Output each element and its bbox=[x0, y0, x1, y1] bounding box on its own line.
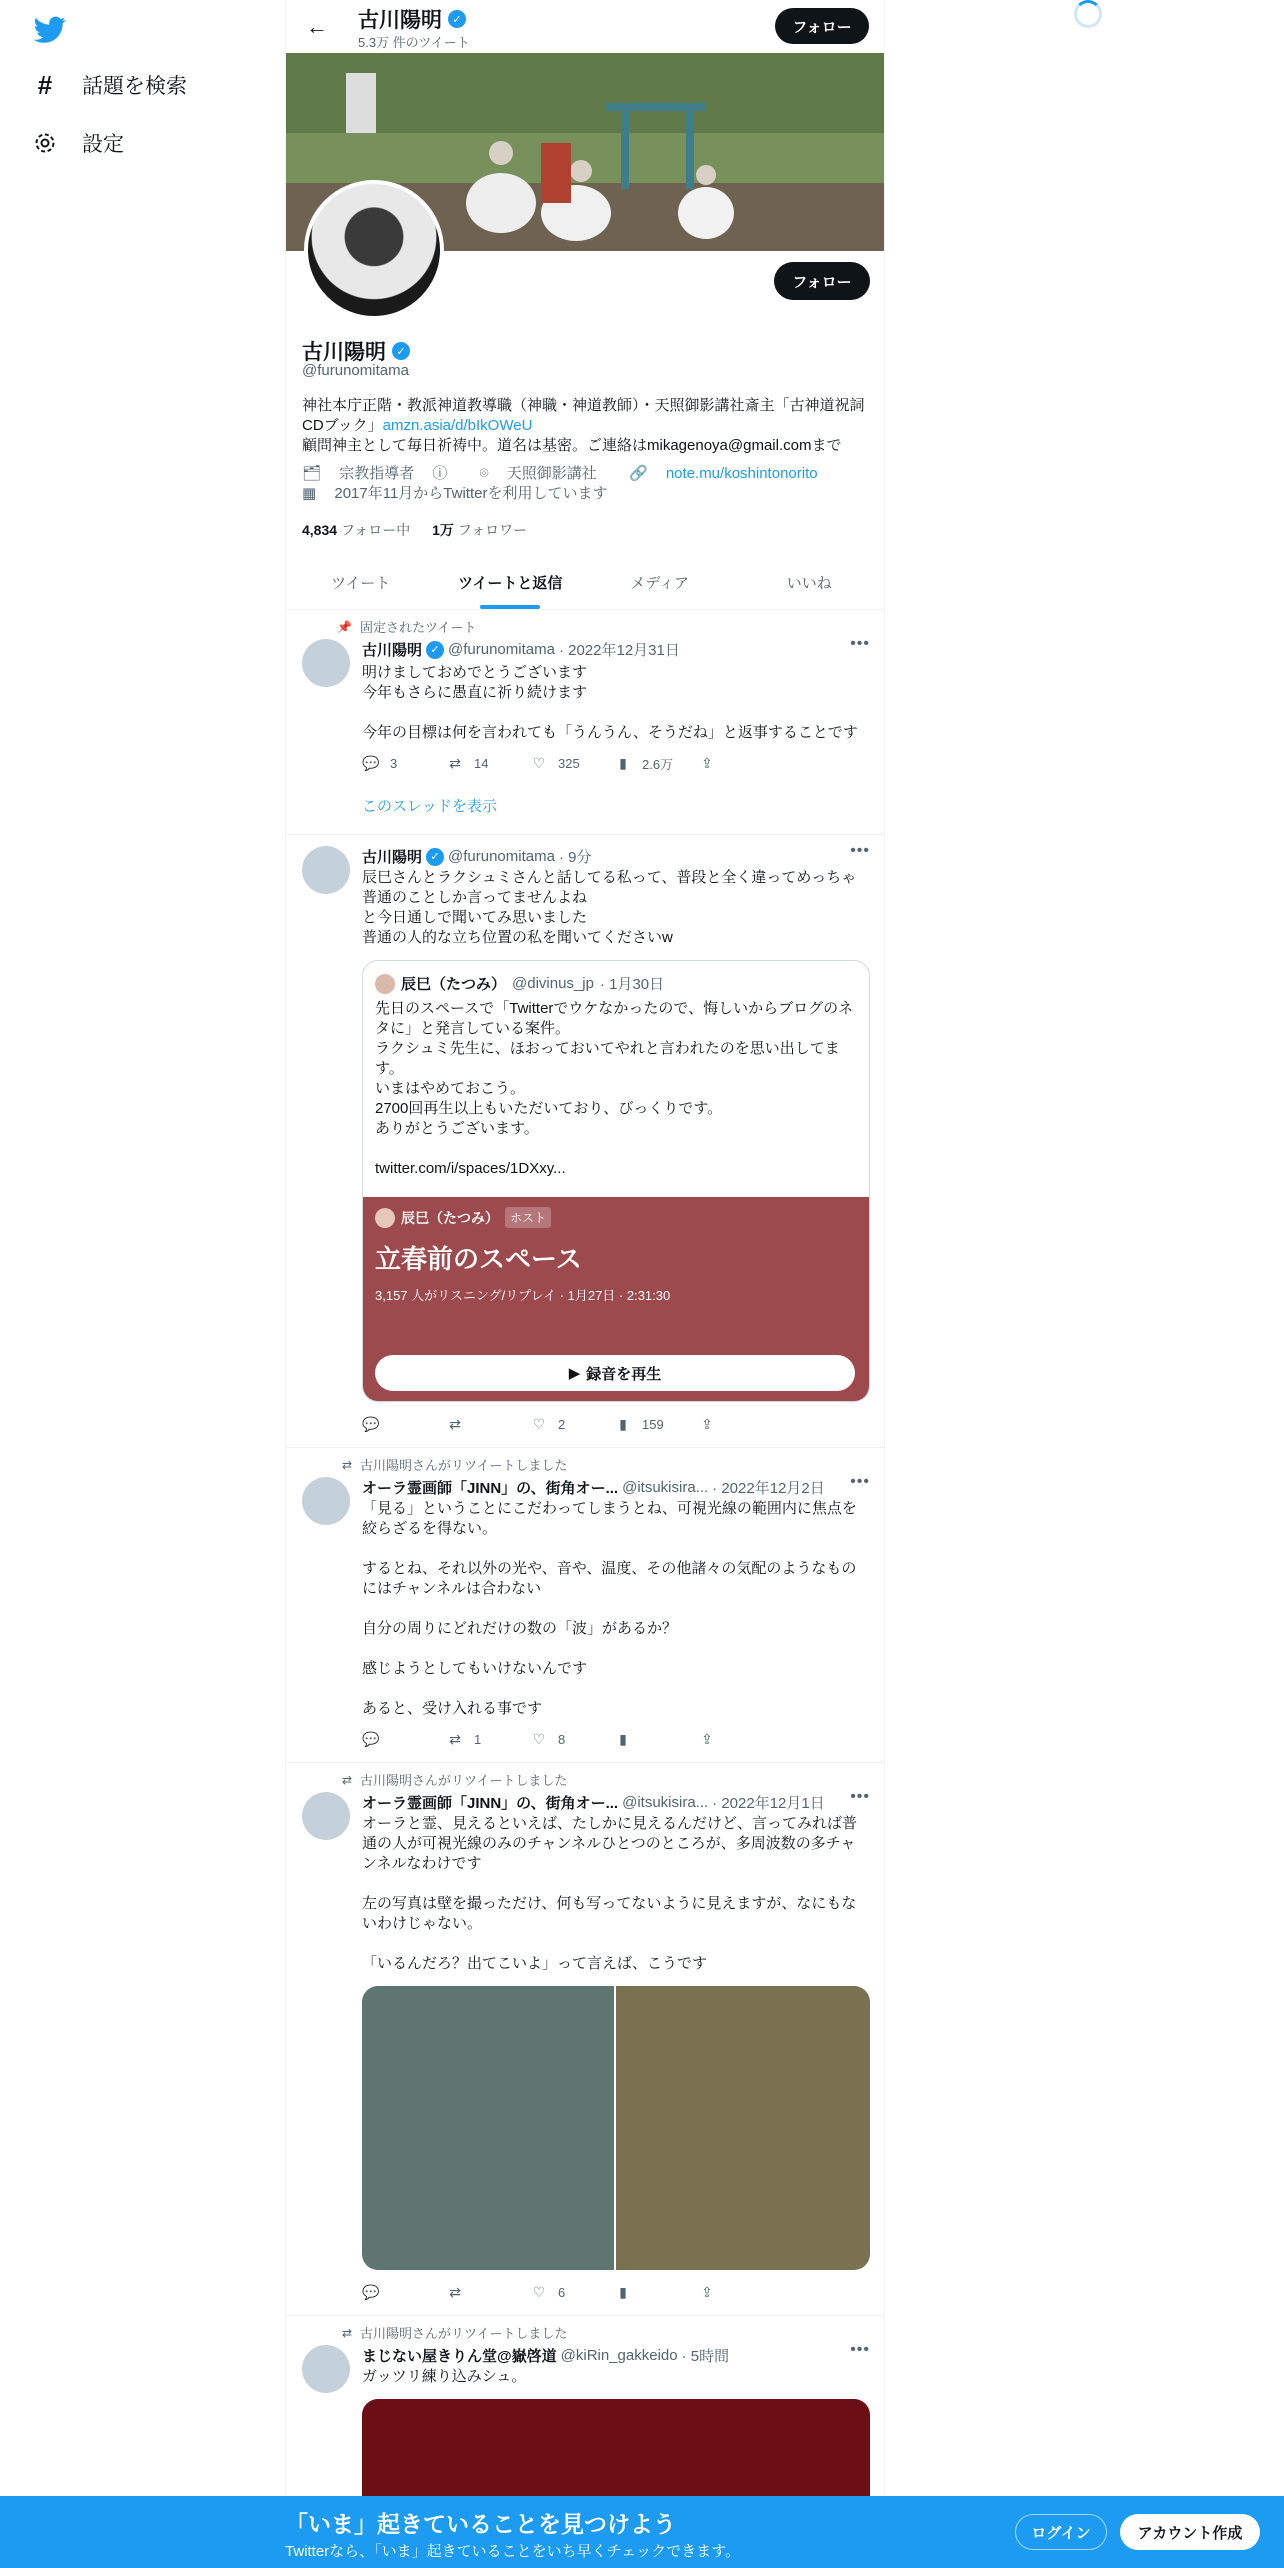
share-icon: ⇪ bbox=[701, 1730, 713, 1747]
bottom-bar-title: 「いま」起きていることを見つけよう bbox=[285, 2511, 676, 2537]
profile-handle: @furunomitama bbox=[302, 362, 409, 379]
header-name bbox=[358, 4, 466, 34]
website-link[interactable]: note.mu/koshintonorito bbox=[665, 465, 818, 482]
profile-meta bbox=[302, 464, 872, 504]
nav-settings[interactable] bbox=[30, 114, 260, 172]
like-button[interactable] bbox=[530, 753, 614, 773]
verified-badge-icon: ✓ bbox=[426, 641, 444, 659]
share-icon: ⇪ bbox=[701, 1415, 713, 1432]
verified-badge-icon: ✓ bbox=[426, 848, 444, 866]
follow-counts bbox=[302, 520, 527, 540]
play-recording-label: 録音を再生 bbox=[586, 1365, 662, 1383]
quote-avatar bbox=[375, 974, 395, 994]
author-handle[interactable]: @kiRin_gakkeido bbox=[560, 2347, 678, 2364]
tweet-time[interactable]: · 2022年12月1日 bbox=[712, 1795, 825, 1812]
tweet-photo-aura[interactable] bbox=[616, 1986, 870, 2270]
space-host-row bbox=[375, 1207, 551, 1228]
author-name[interactable]: 古川陽明 bbox=[362, 849, 423, 866]
author-handle[interactable]: @itsukisira... bbox=[622, 1479, 709, 1496]
retweet-icon: ⇄ bbox=[449, 2283, 461, 2300]
tweet-header bbox=[362, 635, 870, 660]
view-count: 2.6万 bbox=[642, 756, 674, 772]
retweet-icon: ⇄ bbox=[341, 1457, 352, 1472]
profile-follow-button[interactable]: フォロー bbox=[774, 262, 870, 300]
pin-icon: 📌 bbox=[337, 619, 352, 634]
space-host-badge: ホスト bbox=[505, 1207, 551, 1228]
show-thread-link[interactable]: このスレッドを表示 bbox=[362, 798, 497, 815]
like-count: 325 bbox=[558, 755, 580, 771]
tweet-text: オーラと霊、見えるといえば、たしかに見えるんだけど、言ってみれば普通の人が可視光線のみのチャンネルひとつのところが、多周波数の多チャンネルなわけです 左の写真は壁を撮っただけ、何も写ってないように見えますが、なにもないわけじゃない。 「いるんだろ？出てこいよ」って言えば、こうです bbox=[362, 1815, 858, 1972]
analytics-icon: ▮ bbox=[619, 1415, 627, 1432]
quote-author-handle: @divinus_jp bbox=[512, 975, 594, 992]
nav-explore-label: 話題を検索 bbox=[82, 75, 187, 98]
tweet-text: 明けましておめでとうございます 今年もさらに愚直に祈り続けます 今年の目標は何を言われても「うんうん、そうだね」と返事することです bbox=[362, 664, 858, 741]
space-title: 立春前のスペース bbox=[375, 1244, 582, 1274]
author-name[interactable]: 古川陽明 bbox=[362, 642, 423, 659]
tweet-photo-wall[interactable] bbox=[362, 1986, 614, 2270]
retweet-context-text: 古川陽明さんがリツイートしました bbox=[360, 2326, 568, 2341]
retweet-context-text: 古川陽明さんがリツイートしました bbox=[360, 1458, 568, 1473]
heart-icon: ♡ bbox=[532, 754, 546, 771]
space-host-avatar bbox=[375, 1208, 395, 1228]
retweet-button[interactable] bbox=[446, 1729, 530, 1749]
retweet-button[interactable] bbox=[446, 1414, 530, 1434]
like-button[interactable] bbox=[530, 1414, 614, 1434]
reply-icon: 💬 bbox=[362, 1730, 380, 1747]
retweet-icon: ⇄ bbox=[341, 2325, 352, 2340]
author-handle[interactable]: @itsukisira... bbox=[622, 1794, 709, 1811]
tweet-retweeted[interactable] bbox=[286, 1449, 884, 1763]
more-options-icon[interactable]: ••• bbox=[850, 1788, 870, 1805]
retweet-icon: ⇄ bbox=[449, 1730, 461, 1747]
left-nav bbox=[30, 10, 260, 172]
pinned-context bbox=[334, 617, 476, 636]
reply-button[interactable] bbox=[362, 2282, 446, 2302]
tweet-actions bbox=[362, 2282, 782, 2302]
views-button[interactable] bbox=[614, 1729, 698, 1749]
author-handle[interactable]: @furunomitama bbox=[448, 848, 555, 865]
reply-count: 3 bbox=[390, 755, 398, 771]
twitter-logo-icon[interactable] bbox=[30, 10, 70, 50]
retweet-icon: ⇄ bbox=[341, 1772, 352, 1787]
tab-tweets-and-replies[interactable]: ツイートと返信 bbox=[436, 556, 586, 609]
signup-bottom-bar bbox=[0, 2496, 1284, 2568]
tweet-text: 「見る」ということにこだわってしまうとね、可視光線の範囲内に焦点を絞らざるを得ない。 するとね、それ以外の光や、音や、温度、その他諸々の気配のようなものにはチャンネルは合わない 自分の周りにどれだけの数の「波」があるか？ 感じようとしてもいけないんです あると、受け入れる事です bbox=[362, 1500, 857, 1717]
like-count: 2 bbox=[558, 1416, 566, 1432]
heart-icon: ♡ bbox=[532, 1415, 546, 1432]
verified-badge-icon: ✓ bbox=[392, 342, 410, 360]
avatar[interactable] bbox=[302, 639, 350, 687]
tweet-time[interactable]: · 2022年12月31日 bbox=[558, 642, 680, 659]
profile-avatar[interactable] bbox=[304, 180, 444, 320]
tab-tweets[interactable]: ツイート bbox=[331, 575, 391, 592]
play-icon: ▶ bbox=[568, 1365, 581, 1382]
author-name[interactable]: オーラ霊画師「JINN」の、街角オー... bbox=[362, 1795, 619, 1812]
views-button[interactable] bbox=[614, 753, 698, 773]
views-button[interactable] bbox=[614, 2282, 698, 2302]
tweet-actions bbox=[362, 753, 782, 773]
analytics-icon: ▮ bbox=[619, 2283, 627, 2300]
space-card[interactable] bbox=[363, 1197, 869, 1402]
tweet-time[interactable]: · 9分 bbox=[558, 849, 592, 866]
retweet-icon: ⇄ bbox=[449, 754, 461, 771]
retweet-context bbox=[334, 1770, 567, 1789]
reply-icon: 💬 bbox=[362, 1415, 380, 1432]
briefcase-icon: 🗂 bbox=[302, 465, 322, 482]
share-button[interactable] bbox=[698, 1729, 782, 1749]
followers-label: フォロワー bbox=[457, 522, 528, 538]
tweet-header bbox=[362, 1473, 870, 1498]
signup-button[interactable]: アカウント作成 bbox=[1120, 2514, 1260, 2550]
space-host-name: 辰巳（たつみ） bbox=[401, 1209, 499, 1226]
like-count: 6 bbox=[558, 2284, 566, 2300]
calendar-icon: ▦ bbox=[302, 485, 317, 502]
bio-link[interactable]: amzn.asia/d/bIkOWeU bbox=[382, 417, 533, 434]
like-button[interactable] bbox=[530, 2282, 614, 2302]
quote-tweet[interactable] bbox=[362, 960, 870, 1402]
more-options-icon[interactable]: ••• bbox=[850, 842, 870, 859]
reply-button[interactable] bbox=[362, 753, 446, 773]
profile-column bbox=[285, 0, 885, 2568]
quote-text: 先日のスペースで「Twitterでウケなかったので、悔しいからブログのネタに」と発言している案件。 ラクシュミ先生に、ほおっておいてやれと言われたのを思い出してます。 いまはやめておこう。 2700回再生以上もいただいており、びっくりです。 ありがとうございます。 twitter.com/i/spaces/1DXxy... bbox=[375, 1000, 854, 1177]
retweet-count: 1 bbox=[474, 1731, 482, 1747]
location-pin-icon: ⌾ bbox=[479, 465, 489, 482]
tweet-time[interactable]: · 5時間 bbox=[681, 2348, 730, 2365]
heart-icon: ♡ bbox=[532, 1730, 546, 1747]
views-button[interactable] bbox=[614, 1414, 698, 1434]
like-count: 8 bbox=[558, 1731, 566, 1747]
reply-button[interactable] bbox=[362, 1414, 446, 1434]
location-text: 天照御影講社 bbox=[506, 465, 597, 482]
following-count: 4,834 bbox=[302, 522, 338, 538]
following-label: フォロー中 bbox=[340, 522, 411, 538]
retweet-button[interactable] bbox=[446, 753, 530, 773]
tweet-text: 辰巳さんとラクシュミさんと話してる私って、普段と全く違ってめっちゃ普通のことしか言ってませんよね と今日通しで聞いてみ思いました 普通の人的な立ち位置の私を聞いてくださいw bbox=[362, 869, 857, 946]
share-icon: ⇪ bbox=[701, 2283, 713, 2300]
following-link[interactable] bbox=[302, 522, 410, 538]
tweet-header bbox=[362, 1788, 870, 1813]
more-options-icon[interactable]: ••• bbox=[850, 635, 870, 652]
like-button[interactable] bbox=[530, 1729, 614, 1749]
more-options-icon[interactable]: ••• bbox=[850, 2341, 870, 2358]
nav-settings-label: 設定 bbox=[82, 133, 124, 156]
reply-icon: 💬 bbox=[362, 754, 380, 771]
tweet-retweeted[interactable] bbox=[286, 1764, 884, 2316]
verified-badge-icon: ✓ bbox=[448, 10, 466, 28]
category-text: 宗教指導者 bbox=[339, 465, 415, 482]
more-options-icon[interactable]: ••• bbox=[850, 1473, 870, 1490]
space-meta: 3,157 人がリスニング/リプレイ · 1月27日 · 2:31:30 bbox=[375, 1288, 671, 1303]
nav-explore[interactable] bbox=[30, 56, 260, 114]
followers-link[interactable] bbox=[432, 522, 527, 538]
bio-text-2: 顧問神主として毎日祈祷中。道名は基密。ご連絡はmikagenoya@gmail.comまで bbox=[302, 437, 842, 454]
back-arrow-icon[interactable]: ← bbox=[306, 14, 328, 39]
profile-tabs bbox=[286, 556, 884, 610]
loading-spinner-icon bbox=[1074, 0, 1102, 28]
author-name[interactable]: オーラ霊画師「JINN」の、街角オー... bbox=[362, 1480, 619, 1497]
retweet-context bbox=[334, 2323, 567, 2342]
tweet-header bbox=[362, 2341, 870, 2366]
author-handle[interactable]: @furunomitama bbox=[448, 641, 555, 658]
followers-count: 1万 bbox=[432, 522, 454, 538]
retweet-context bbox=[334, 1455, 567, 1474]
analytics-icon: ▮ bbox=[619, 754, 627, 771]
quote-time: · 1月30日 bbox=[599, 976, 665, 993]
reply-icon: 💬 bbox=[362, 2283, 380, 2300]
bottom-bar-subtitle: Twitterなら、「いま」起きていることをいち早くチェックできます。 bbox=[285, 2543, 741, 2560]
pinned-label: 固定されたツイート bbox=[360, 620, 477, 635]
tab-likes[interactable]: いいね bbox=[786, 575, 832, 592]
tweet-time[interactable]: · 2022年12月2日 bbox=[712, 1480, 825, 1497]
tweet-actions bbox=[362, 1729, 782, 1749]
tweet-pinned[interactable] bbox=[286, 611, 884, 835]
share-icon: ⇪ bbox=[701, 754, 713, 771]
gear-icon bbox=[30, 128, 60, 158]
link-icon: 🔗 bbox=[628, 465, 648, 482]
analytics-icon: ▮ bbox=[619, 1730, 627, 1747]
heart-icon: ♡ bbox=[532, 2283, 546, 2300]
bio-text: 神社本庁正階・教派神道教導職（神職・神道教師）・天照御影講社斎主「古神道祝詞CDブック」 bbox=[302, 397, 865, 434]
avatar[interactable] bbox=[302, 1477, 350, 1525]
tweet[interactable] bbox=[286, 836, 884, 1448]
avatar[interactable] bbox=[302, 846, 350, 894]
retweet-button[interactable] bbox=[446, 2282, 530, 2302]
author-name[interactable]: まじない屋きりん堂@嶽啓道 bbox=[362, 2348, 557, 2365]
website-item bbox=[629, 465, 832, 482]
share-button[interactable] bbox=[698, 753, 782, 773]
header-follow-button[interactable]: フォロー bbox=[775, 8, 869, 44]
reply-button[interactable] bbox=[362, 1729, 446, 1749]
retweet-context-text: 古川陽明さんがリツイートしました bbox=[360, 1773, 568, 1788]
header-tweet-count: 5.3万 件のツイート bbox=[358, 35, 470, 50]
share-button[interactable] bbox=[698, 2282, 782, 2302]
location-item bbox=[480, 465, 611, 482]
tweet-header bbox=[362, 842, 870, 867]
share-button[interactable] bbox=[698, 1414, 782, 1434]
hashtag-icon: # bbox=[37, 69, 53, 100]
profile-header-bar bbox=[286, 0, 884, 53]
avatar[interactable] bbox=[302, 2345, 350, 2393]
play-recording-button[interactable] bbox=[375, 1355, 855, 1391]
tweet-actions bbox=[362, 1414, 782, 1434]
tab-media[interactable]: メディア bbox=[630, 575, 690, 592]
avatar[interactable] bbox=[302, 1792, 350, 1840]
retweet-count: 14 bbox=[474, 755, 489, 771]
category-item bbox=[302, 465, 461, 482]
tweet-text: ガッツリ練り込みシュ。 bbox=[362, 2368, 527, 2385]
view-count: 159 bbox=[642, 1416, 664, 1432]
profile-name-text: 古川陽明 bbox=[302, 341, 386, 364]
info-icon[interactable]: ⓘ bbox=[432, 465, 448, 482]
profile-bio bbox=[302, 396, 872, 456]
header-name-text: 古川陽明 bbox=[358, 9, 442, 32]
login-button[interactable]: ログイン bbox=[1015, 2514, 1107, 2550]
quote-author-name: 辰巳（たつみ） bbox=[401, 976, 507, 993]
quote-header bbox=[375, 973, 664, 994]
tweet-photos bbox=[362, 1986, 870, 2270]
retweet-icon: ⇄ bbox=[449, 1415, 461, 1432]
joined-text: 2017年11月からTwitterを利用しています bbox=[334, 485, 608, 502]
joined-item bbox=[302, 485, 621, 502]
